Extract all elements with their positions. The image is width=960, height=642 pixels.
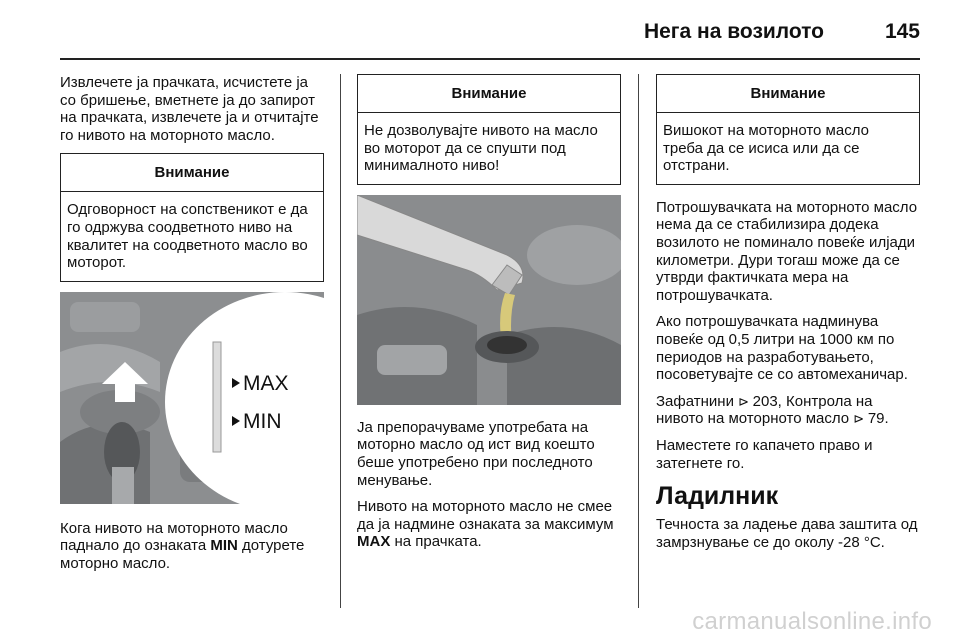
warning-body: Одговорност на сопственикот е да го одржува соодветното ниво на квалитет на соодветното масло во моторот. — [67, 201, 308, 272]
warning-title: Внимание — [61, 154, 323, 192]
column-divider-2 — [638, 74, 639, 608]
para-max: MAX — [357, 533, 391, 551]
page-number: 145 — [884, 20, 920, 43]
paragraph-max-level — [357, 498, 621, 551]
page-ref-icon: ⊳ — [853, 411, 868, 427]
ref-text-end: . — [884, 410, 889, 428]
ref-text-2: , Контрола на нивото на моторното масло — [656, 392, 873, 428]
section-title: Нега на возилото — [643, 20, 824, 43]
paragraph-oil-type: Ја препорачуваме употребата на моторно масло од ист вид коешто беше употребено при последното менување. — [357, 418, 595, 489]
figure-caption — [60, 520, 324, 573]
para-text: Нивото на моторното масло не смее да ја надмине ознаката за максимум — [357, 498, 614, 533]
paragraph-cap: Наместете го капачето право и затегнете го. — [656, 436, 873, 472]
paragraph-mechanic: Ако потрошувачката надминува повеќе од 0,5 литри на 1000 км по периодов на разработувањето, посоветувајте се со автомеханичар. — [656, 313, 908, 384]
warning-title: Внимание — [358, 75, 620, 113]
ref-text: Зафатнини — [656, 392, 739, 410]
page-ref-icon: ⊳ — [738, 393, 753, 409]
column-3 — [656, 74, 920, 560]
oil-filling-figure — [357, 195, 621, 405]
column-1 — [60, 74, 324, 582]
watermark-url: carmanualsonline.info — [692, 608, 932, 635]
paragraph-consumption: Потрошувачката на моторното масло нема да се стабилизира додека возилото не поминало повеќе илјади километри. Дури тогаш може да се утврди фактичката мера на потрошувачката. — [656, 198, 918, 304]
max-mark-label: MAX — [243, 371, 289, 395]
page-link-203[interactable]: 203 — [752, 392, 778, 410]
warning-box-2 — [357, 74, 621, 185]
paragraph-coolant: Течноста за ладење дава заштита од замрзнување се до околу -28 °C. — [656, 516, 918, 551]
page-link-79[interactable]: 79 — [867, 410, 885, 428]
header-divider — [60, 58, 920, 60]
section-heading-radiator: Ладилник — [656, 482, 779, 511]
warning-box-3 — [656, 74, 920, 185]
column-2 — [357, 74, 621, 560]
warning-body: Вишокот на моторното масло треба да се исиса или да се отстрани. — [663, 122, 869, 175]
para-text-end: на прачката. — [390, 533, 482, 551]
warning-box-1 — [60, 153, 324, 281]
warning-title: Внимание — [657, 75, 919, 113]
page-header — [60, 18, 920, 50]
column-divider-1 — [340, 74, 341, 608]
intro-paragraph: Извлечете ја прачката, исчистете ја со бришење, вметнете ја до запирот на прачката, извлечете ја и отчитајте го нивото на моторното масло. — [60, 74, 319, 144]
caption-text-end: дотурете моторно масло. — [60, 537, 305, 572]
min-mark-label: MIN — [243, 409, 282, 433]
caption-min: MIN — [210, 537, 238, 555]
oil-filling-illustration — [357, 195, 621, 405]
warning-body: Не дозволувајте нивото на масло во моторот да се спушти под минималното ниво! — [364, 122, 598, 175]
dipstick-figure — [60, 292, 324, 504]
paragraph-references — [656, 393, 920, 428]
caption-text: Кога нивото на моторното масло паднало до ознаката — [60, 519, 288, 555]
dipstick-illustration — [60, 292, 324, 504]
